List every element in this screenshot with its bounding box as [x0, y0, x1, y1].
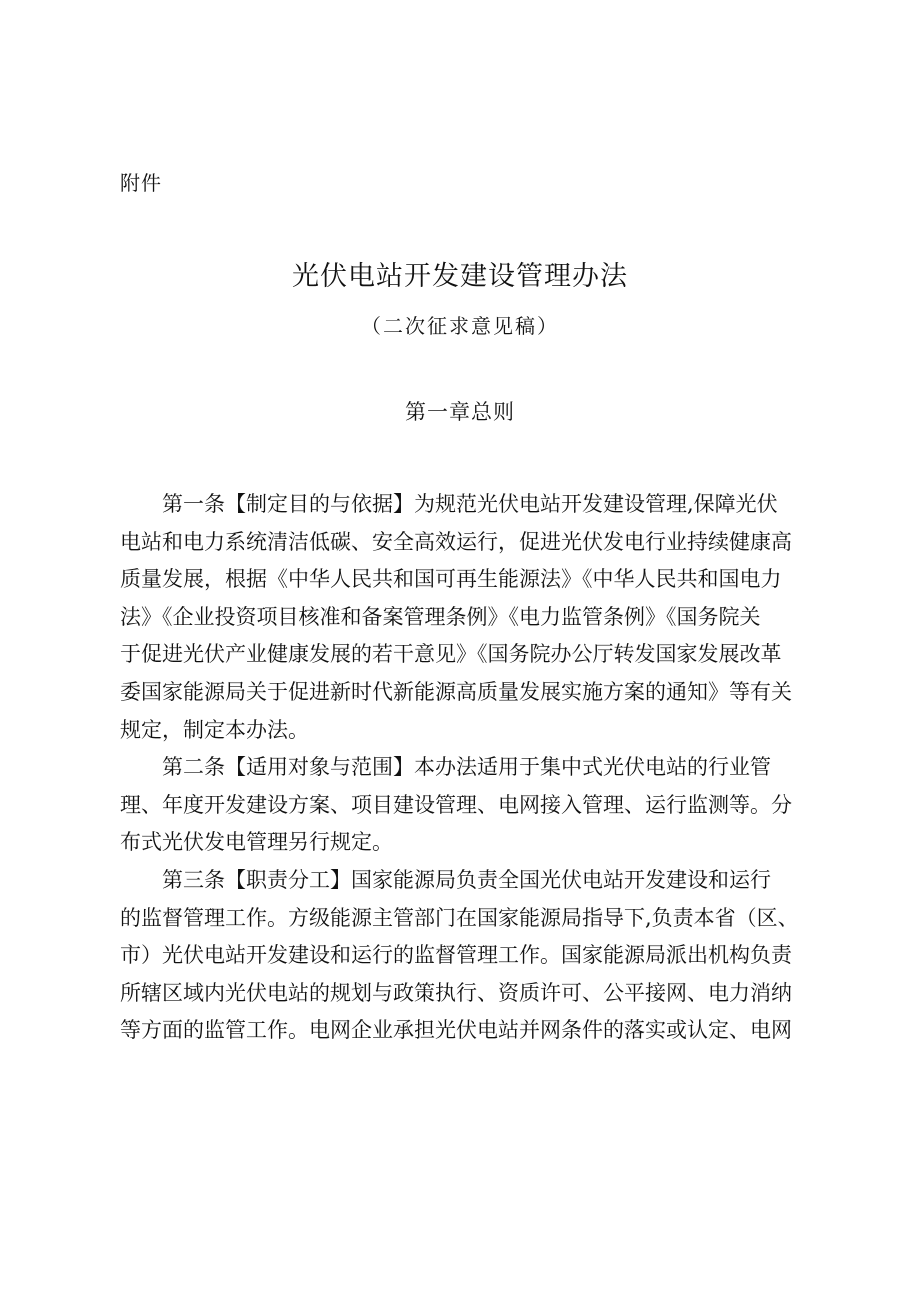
- article-line: 的监督管理工作。方级能源主管部门在国家能源局指导下,负责本省（区、: [120, 905, 799, 930]
- article-line: 市）光伏电站开发建设和运行的监督管理工作。国家能源局派出机构负责: [120, 943, 792, 968]
- article-3: [120, 862, 810, 1050]
- article-2: [120, 749, 810, 862]
- article-line: 电站和电力系统清洁低碳、安全高效运行，促进光伏发电行业持续健康高: [120, 529, 792, 554]
- article-line: 第一条【制定目的与依据】为规范光伏电站开发建设管理,保障光伏: [162, 492, 778, 516]
- article-line: 等方面的监管工作。电网企业承担光伏电站并网条件的落实或认定、电网: [120, 1018, 792, 1043]
- article-line: 第三条【职责分工】国家能源局负责全国光伏电站开发建设和运行: [162, 867, 771, 892]
- article-1: [120, 486, 810, 749]
- article-line: 于促进光伏产业健康发展的若干意见》《国务院办公厅转发国家发展改革: [120, 642, 782, 667]
- document-body: [120, 486, 810, 1050]
- article-line: 布式光伏发电管理另行规定。: [120, 830, 393, 855]
- attachment-label: 附件: [120, 171, 162, 195]
- document-subtitle: （二次征求意见稿）: [361, 314, 559, 338]
- document-title: 光伏电站开发建设管理办法: [292, 261, 628, 292]
- article-line: 第二条【适用对象与范围】本办法适用于集中式光伏电站的行业管: [162, 755, 771, 780]
- article-line: 法》《企业投资项目核准和备案管理条例》《电力监管条例》《国务院关: [120, 604, 761, 629]
- article-line: 委国家能源局关于促进新时代新能源高质量发展实施方案的通知》等有关: [120, 679, 792, 704]
- article-line: 理、年度开发建设方案、项目建设管理、电网接入管理、运行监测等。分: [120, 792, 792, 817]
- article-line: 质量发展，根据《中华人民共和国可再生能源法》《中华人民共和国电力: [120, 567, 782, 592]
- article-line: 规定，制定本办法。: [120, 717, 309, 742]
- chapter-heading: 第一章总则: [405, 400, 515, 424]
- article-line: 所辖区域内光伏电站的规划与政策执行、资质许可、公平接网、电力消纳: [120, 980, 792, 1005]
